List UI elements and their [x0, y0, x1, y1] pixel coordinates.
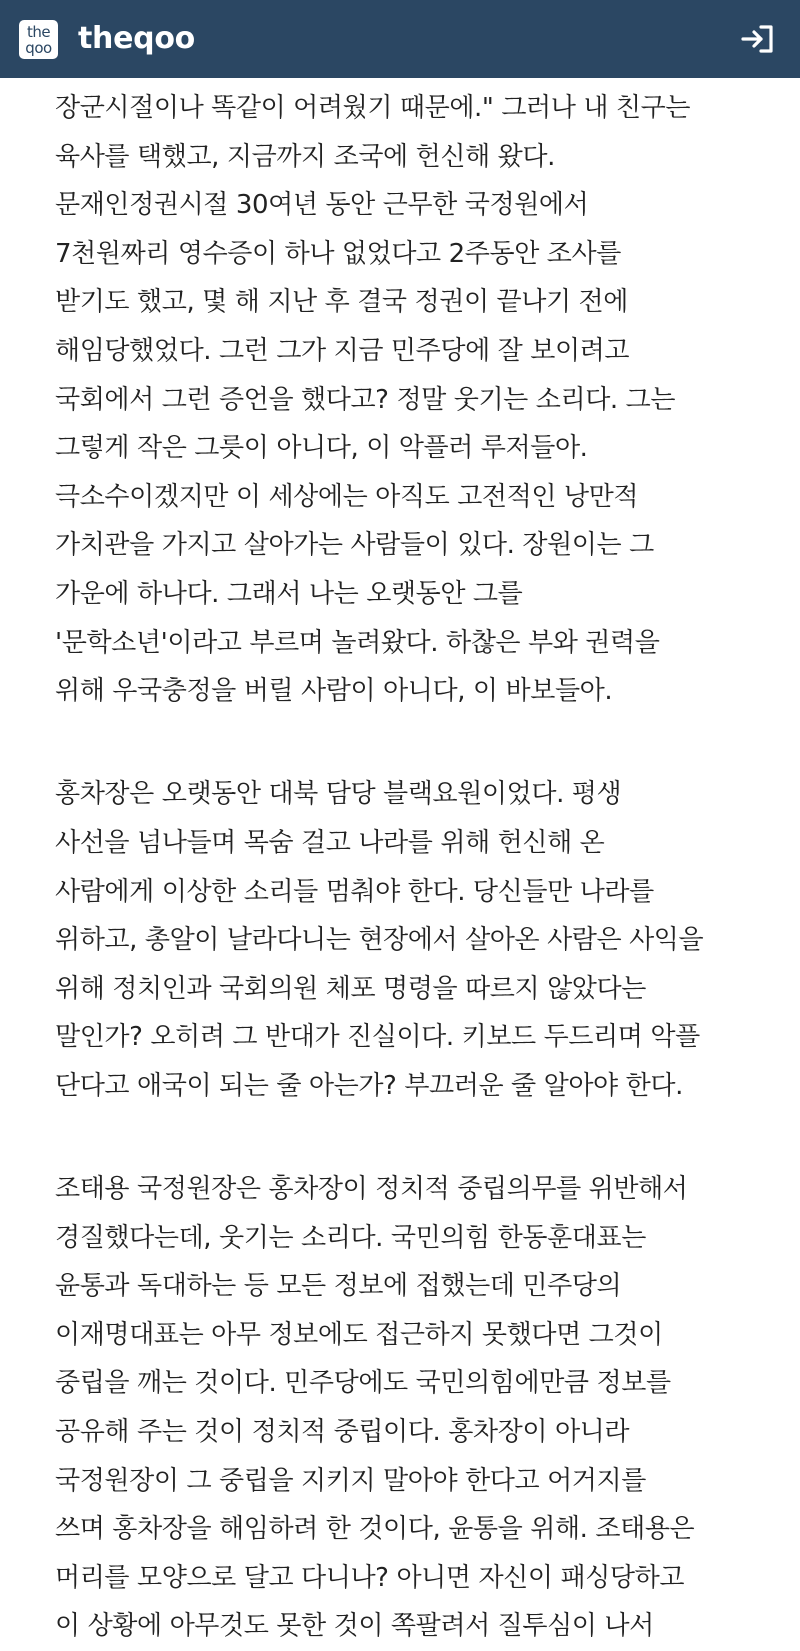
text-line: 단다고 애국이 되는 줄 아는가? 부끄러운 줄 알아야 한다. [55, 1070, 683, 1101]
text-line: 홍차장은 오랫동안 대북 담당 블랙요원이었다. 평생 [55, 779, 622, 810]
text-line: 가치관을 가지고 살아가는 사람들이 있다. 장원이는 그 [55, 530, 654, 561]
text-line: 공유해 주는 것이 정치적 중립이다. 홍차장이 아니라 [55, 1417, 630, 1448]
text-line: 국회에서 그런 증언을 했다고? 정말 웃기는 소리다. 그는 [55, 384, 676, 415]
top-navigation-bar [0, 0, 800, 78]
text-line: 말인가? 오히려 그 반대가 진실이다. 키보드 두드리며 악플 [55, 1022, 700, 1053]
text-line: 해임당했었다. 그런 그가 지금 민주당에 잘 보이려고 [55, 335, 630, 366]
article-body [55, 84, 770, 1651]
text-line: 위해 우국충정을 버릴 사람이 아니다, 이 바보들아. [55, 676, 613, 707]
theqoo-logo[interactable] [19, 20, 58, 59]
text-line: 조태용 국정원장은 홍차장이 정치적 중립의무를 위반해서 [55, 1174, 688, 1205]
text-line: 7천원짜리 영수증이 하나 없었다고 2주동안 조사를 [55, 238, 621, 269]
text-line: 국정원장이 그 중립을 지키지 말아야 한다고 어거지를 [55, 1465, 646, 1496]
text-line: 이재명대표는 아무 정보에도 접근하지 못했다면 그것이 [55, 1319, 663, 1350]
text-line: 위하고, 총알이 날라다니는 현장에서 살아온 사람은 사익을 [55, 925, 704, 956]
text-line: 사선을 넘나들며 목숨 걸고 나라를 위해 헌신해 온 [55, 827, 605, 858]
text-line: 중립을 깨는 것이다. 민주당에도 국민의힘에만큼 정보를 [55, 1368, 671, 1399]
logo-text-bottom: qoo [25, 38, 52, 57]
text-line: 문재인정권시절 30여년 동안 근무한 국정원에서 [55, 190, 589, 221]
text-line: 극소수이겠지만 이 세상에는 아직도 고전적인 낭만적 [55, 481, 639, 512]
logo-text-top: the [26, 22, 51, 41]
text-line: 쓰며 홍차장을 해임하려 한 것이다, 윤통을 위해. 조태용은 [55, 1514, 695, 1545]
paragraph-2 [55, 770, 770, 1110]
paragraph-1 [55, 84, 770, 716]
text-line: 이 상황에 아무것도 못한 것이 쪽팔려서 질투심이 나서 [55, 1611, 654, 1642]
text-line: '문학소년'이라고 부르며 놀려왔다. 하찮은 부와 권력을 [55, 627, 660, 658]
text-line: 윤통과 독대하는 등 모든 정보에 접했는데 민주당의 [55, 1271, 622, 1302]
text-line: 가운에 하나다. 그래서 나는 오랫동안 그를 [55, 578, 523, 609]
login-arrow-icon [741, 24, 775, 54]
text-line: 장군시절이나 똑같이 어려웠기 때문에." 그러나 내 친구는 [55, 93, 691, 123]
text-line: 사람에게 이상한 소리들 멈춰야 한다. 당신들만 나라를 [55, 876, 654, 907]
text-line: 받기도 했고, 몇 해 지난 후 결국 정권이 끝나기 전에 [55, 287, 628, 318]
text-line: 그렇게 작은 그릇이 아니다, 이 악플러 루저들아. [55, 433, 588, 464]
text-line: 육사를 택했고, 지금까지 조국에 헌신해 왔다. [55, 141, 555, 172]
login-button[interactable] [740, 22, 776, 56]
paragraph-3 [55, 1165, 770, 1651]
site-brand-title[interactable]: theqoo [78, 21, 195, 56]
text-line: 머리를 모양으로 달고 다니나? 아니면 자신이 패싱당하고 [55, 1562, 685, 1593]
text-line: 경질했다는데, 웃기는 소리다. 국민의힘 한동훈대표는 [55, 1222, 646, 1253]
text-line: 위해 정치인과 국회의원 체포 명령을 따르지 않았다는 [55, 973, 646, 1004]
